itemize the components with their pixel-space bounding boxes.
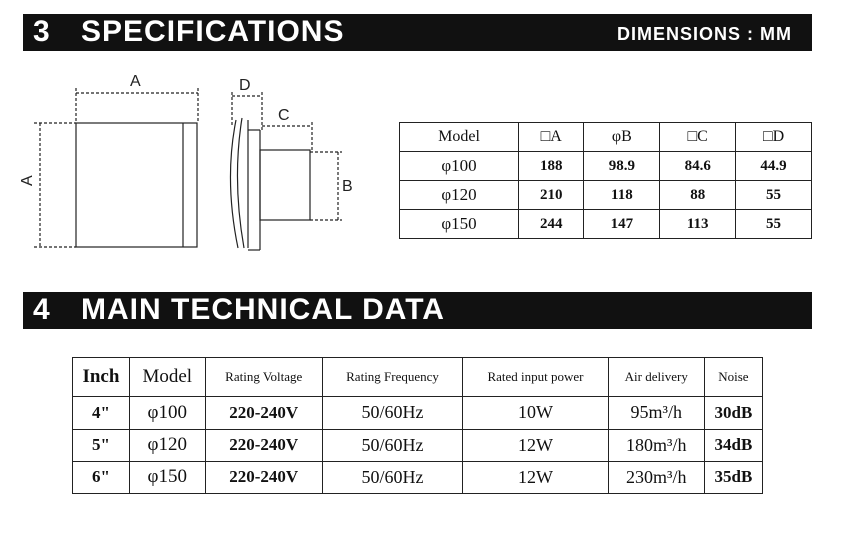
air-delivery-cell: 230m³/h bbox=[608, 461, 704, 493]
table-row bbox=[73, 429, 763, 461]
header-cell: Rating Frequency bbox=[322, 358, 463, 397]
value-cell: 113 bbox=[660, 210, 736, 239]
value-cell: 210 bbox=[519, 181, 584, 210]
value-cell: 98.9 bbox=[584, 152, 660, 181]
table-header-row bbox=[400, 123, 812, 152]
power-cell: 12W bbox=[463, 461, 608, 493]
section-3-header bbox=[23, 14, 812, 51]
section-4-header bbox=[23, 292, 812, 329]
dimension-label-c: C bbox=[278, 107, 290, 124]
header-cell: Rating Voltage bbox=[205, 358, 322, 397]
voltage-cell: 220-240V bbox=[205, 429, 322, 461]
value-cell: 88 bbox=[660, 181, 736, 210]
dimension-label-a-left: A bbox=[19, 175, 36, 186]
header-cell: Rated input power bbox=[463, 358, 608, 397]
air-delivery-cell: 95m³/h bbox=[608, 397, 704, 429]
inch-cell: 4" bbox=[73, 397, 130, 429]
noise-cell: 30dB bbox=[704, 397, 762, 429]
section-number: 4 bbox=[33, 293, 50, 326]
side-view-cover bbox=[230, 120, 238, 248]
side-view-duct bbox=[260, 150, 310, 220]
voltage-cell: 220-240V bbox=[205, 461, 322, 493]
header-cell: Noise bbox=[704, 358, 762, 397]
header-cell: □A bbox=[519, 123, 584, 152]
table-row bbox=[73, 461, 763, 493]
voltage-cell: 220-240V bbox=[205, 397, 322, 429]
section-number: 3 bbox=[33, 15, 50, 48]
dimensions-unit-label: DIMENSIONS : MM bbox=[617, 24, 792, 44]
value-cell: 55 bbox=[736, 181, 812, 210]
power-cell: 10W bbox=[463, 397, 608, 429]
value-cell: 44.9 bbox=[736, 152, 812, 181]
header-cell: Model bbox=[400, 123, 519, 152]
value-cell: 244 bbox=[519, 210, 584, 239]
model-cell: φ120 bbox=[129, 429, 205, 461]
header-cell: Air delivery bbox=[608, 358, 704, 397]
header-cell: Model bbox=[129, 358, 205, 397]
table-row bbox=[400, 210, 812, 239]
dimension-label-a-top: A bbox=[130, 73, 141, 90]
dimension-diagram bbox=[10, 60, 370, 260]
front-view-panel bbox=[76, 123, 197, 247]
section-title: SPECIFICATIONS bbox=[81, 15, 345, 48]
header-cell: Inch bbox=[73, 358, 130, 397]
value-cell: 84.6 bbox=[660, 152, 736, 181]
table-row bbox=[400, 152, 812, 181]
frequency-cell: 50/60Hz bbox=[322, 397, 463, 429]
frequency-cell: 50/60Hz bbox=[322, 461, 463, 493]
model-cell: φ100 bbox=[129, 397, 205, 429]
power-cell: 12W bbox=[463, 429, 608, 461]
table-header-row bbox=[73, 358, 763, 397]
model-cell: φ150 bbox=[400, 210, 519, 239]
value-cell: 147 bbox=[584, 210, 660, 239]
inch-cell: 6" bbox=[73, 461, 130, 493]
value-cell: 118 bbox=[584, 181, 660, 210]
inch-cell: 5" bbox=[73, 429, 130, 461]
noise-cell: 35dB bbox=[704, 461, 762, 493]
dimension-label-b: B bbox=[342, 178, 353, 195]
table-row bbox=[400, 181, 812, 210]
value-cell: 188 bbox=[519, 152, 584, 181]
section-title: MAIN TECHNICAL DATA bbox=[81, 293, 445, 326]
noise-cell: 34dB bbox=[704, 429, 762, 461]
dimension-label-d: D bbox=[239, 77, 251, 94]
value-cell: 55 bbox=[736, 210, 812, 239]
specifications-table bbox=[399, 122, 812, 239]
header-cell: □C bbox=[660, 123, 736, 152]
model-cell: φ120 bbox=[400, 181, 519, 210]
air-delivery-cell: 180m³/h bbox=[608, 429, 704, 461]
frequency-cell: 50/60Hz bbox=[322, 429, 463, 461]
model-cell: φ150 bbox=[129, 461, 205, 493]
technical-data-table bbox=[72, 357, 763, 494]
header-cell: φB bbox=[584, 123, 660, 152]
header-cell: □D bbox=[736, 123, 812, 152]
table-row bbox=[73, 397, 763, 429]
model-cell: φ100 bbox=[400, 152, 519, 181]
